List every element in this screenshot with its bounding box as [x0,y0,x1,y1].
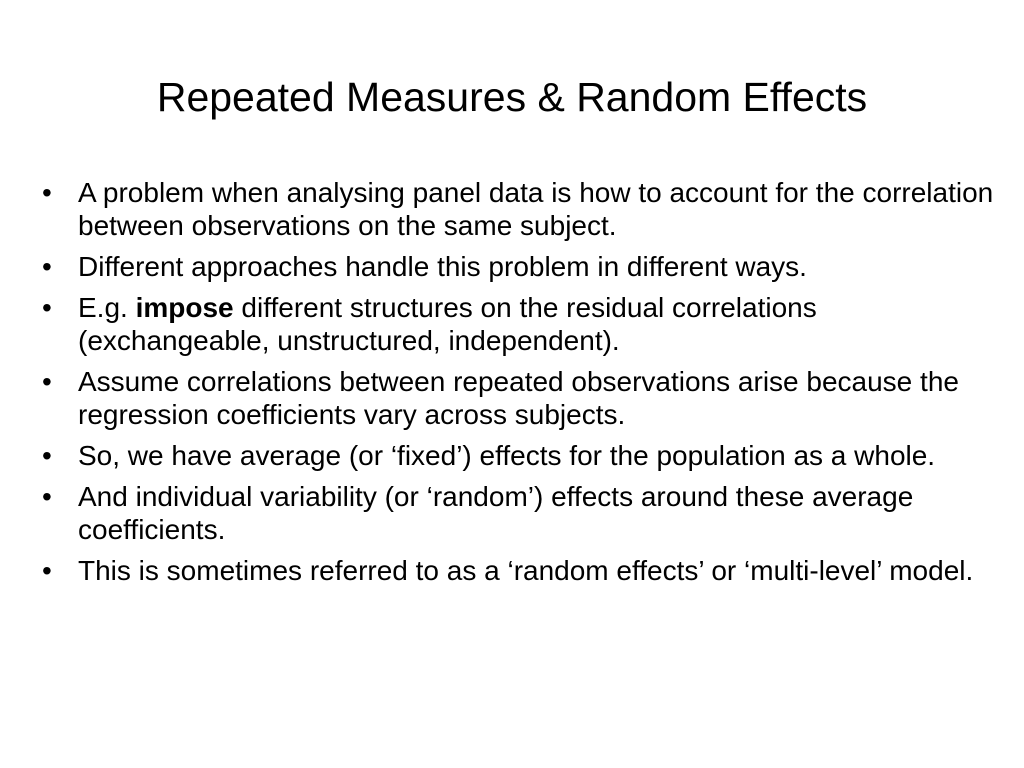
bullet-item [42,480,997,546]
bullet-item [42,176,997,242]
bullet-dot-icon: • [42,440,52,471]
bullet-dot-icon: • [42,292,52,323]
bullet-dot-icon: • [42,251,52,282]
bullet-text [78,292,817,356]
bullet-dot-icon: • [42,366,52,397]
bullet-text: This is sometimes referred to as a ‘random effects’ or ‘multi-level’ model. [78,555,974,586]
bullet-text: Assume correlations between repeated observations arise because the regression coefficients vary across subjects. [78,366,959,430]
bullet-dot-icon: • [42,481,52,512]
bullet-text-prefix: E.g. [78,292,136,323]
bullet-text-emphasis: impose [135,292,234,323]
bullet-item [42,554,997,587]
bullet-item [42,365,997,431]
bullet-text: A problem when analysing panel data is how to account for the correlation between observations on the same subject. [78,177,994,241]
bullet-item [42,250,997,283]
bullet-dot-icon: • [42,177,52,208]
bullet-item [42,291,997,357]
bullet-item [42,439,997,472]
bullet-text: So, we have average (or ‘fixed’) effects for the population as a whole. [78,440,936,471]
bullet-text-suffix: different structures on the residual correlations (exchangeable, unstructured, independent). [78,292,817,356]
slide-title: Repeated Measures & Random Effects [156,74,868,120]
bullet-dot-icon: • [42,555,52,586]
bullet-list [42,176,997,595]
bullet-text: Different approaches handle this problem in different ways. [78,251,807,282]
bullet-text: And individual variability (or ‘random’) effects around these average coefficients. [78,481,914,545]
